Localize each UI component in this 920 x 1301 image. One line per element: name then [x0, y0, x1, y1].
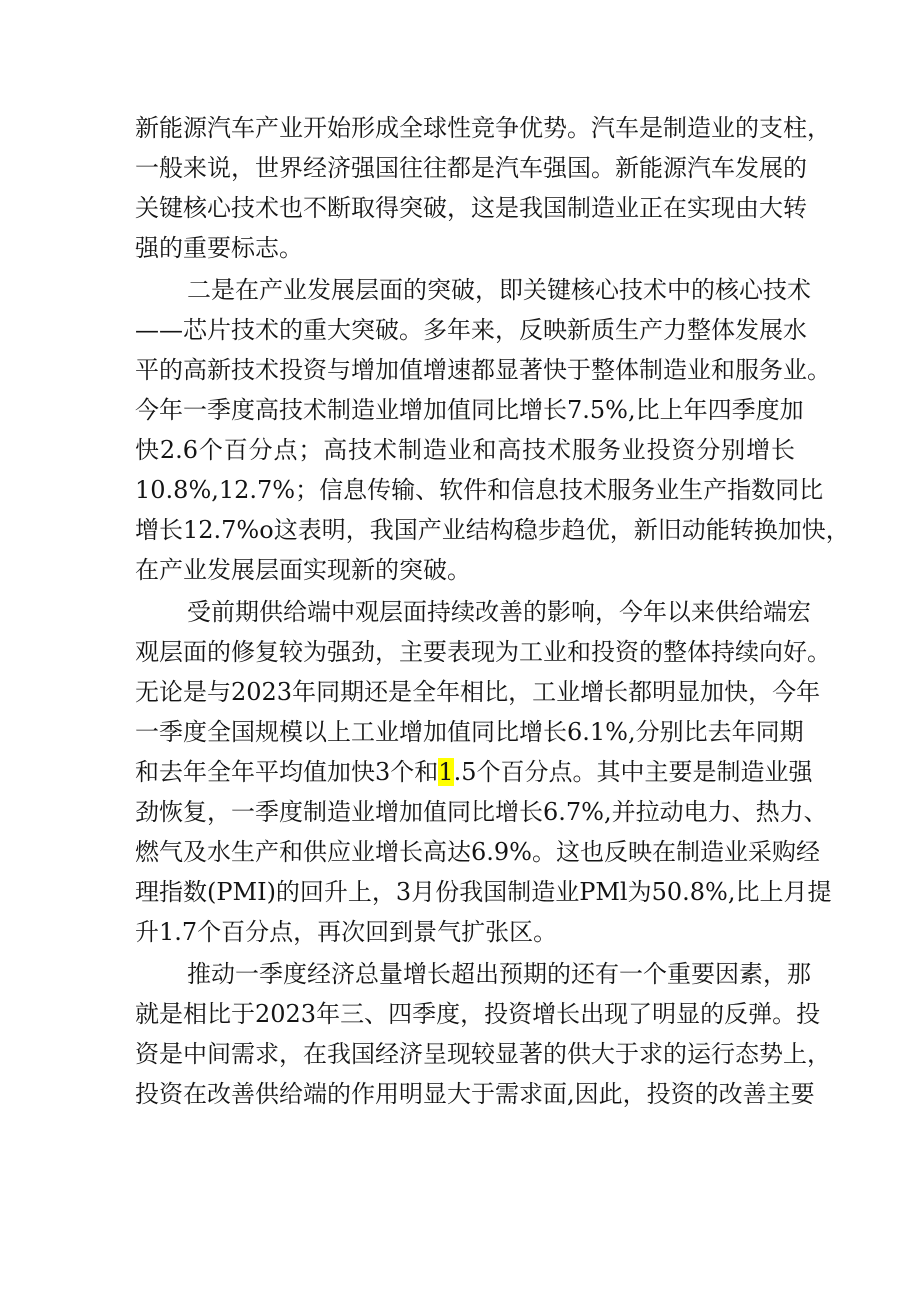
text-line: 一季度全国规模以上工业增加值同比增长6.1%,分别比去年同期: [135, 718, 804, 746]
text-line: 理指数(PMI)的回升上，3月份我国制造业PMl为50.8%,比上月提: [135, 878, 832, 906]
paragraph-1: [135, 108, 831, 268]
text-line: 无论是与2023年同期还是全年相比，工业增长都明显加快，今年: [135, 678, 821, 706]
text-line: 在产业发展层面实现新的突破。: [135, 556, 471, 584]
text-line: ——芯片技术的重大突破。多年来，反映新质生产力整体发展水: [135, 316, 807, 344]
text-line: 平的高新技术投资与增加值增速都显著快于整体制造业和服务业。: [135, 356, 831, 384]
text-segment: .5个百分点。其中主要是制造业强: [453, 758, 813, 786]
text-line: 快2.6个百分点；高技术制造业和高技术服务业投资分别增长: [135, 436, 795, 464]
text-line: 劲恢复，一季度制造业增加值同比增长6.7%,并拉动电力、热力、: [135, 798, 828, 826]
text-line: 关键核心技术也不断取得突破，这是我国制造业正在实现由大转: [135, 194, 807, 222]
text-line: 今年一季度高技术制造业增加值同比增长7.5%,比上年四季度加: [135, 396, 804, 424]
text-line: 观层面的修复较为强劲，主要表现为工业和投资的整体持续向好。: [135, 638, 831, 666]
text-line: 新能源汽车产业开始形成全球性竞争优势。汽车是制造业的支柱，: [135, 114, 831, 142]
text-line-with-highlight: [135, 752, 813, 792]
text-line: 强的重要标志。: [135, 234, 303, 262]
document-body: [135, 108, 850, 1114]
text-line: 升1.7个百分点，再次回到景气扩张区。: [135, 918, 558, 946]
text-line: 投资在改善供给端的作用明显大于需求面,因此，投资的改善主要: [135, 1080, 815, 1108]
text-line: 就是相比于2023年三、四季度，投资增长出现了明显的反弹。投: [135, 1000, 821, 1028]
highlighted-text: 1: [438, 758, 454, 786]
text-line: 资是中间需求，在我国经济呈现较显著的供大于求的运行态势上，: [135, 1040, 831, 1068]
text-line: 增长12.7%o这表明，我国产业结构稳步趋优，新旧动能转换加快，: [135, 516, 850, 544]
text-line: 受前期供给端中观层面持续改善的影响，今年以来供给端宏: [187, 598, 811, 626]
text-line: 10.8%,12.7%；信息传输、软件和信息技术服务业生产指数同比: [135, 476, 824, 504]
paragraph-4: [135, 954, 831, 1114]
text-line: 二是在产业发展层面的突破，即关键核心技术中的核心技术: [187, 276, 811, 304]
paragraph-2: [135, 270, 850, 590]
paragraph-3: [135, 592, 832, 952]
text-line: 推动一季度经济总量增长超出预期的还有一个重要因素，那: [187, 960, 811, 988]
text-line: 燃气及水生产和供应业增长高达6.9%。这也反映在制造业采购经: [135, 838, 820, 866]
text-segment: 和去年全年平均值加快3个和: [135, 758, 439, 786]
text-line: 一般来说，世界经济强国往往都是汽车强国。新能源汽车发展的: [135, 154, 807, 182]
